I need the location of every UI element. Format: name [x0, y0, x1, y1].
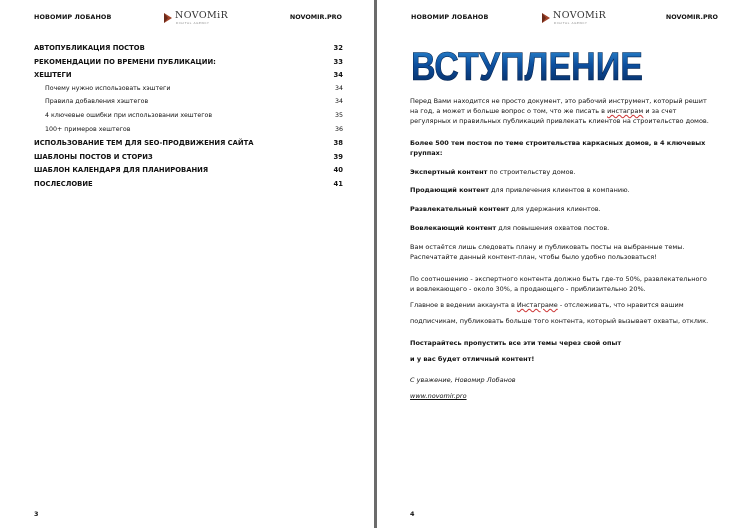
toc-page-number: 32: [333, 44, 343, 52]
group-name: Развлекательный контент: [410, 205, 510, 214]
toc-title: 100+ примеров хештегов: [45, 125, 131, 133]
toc-page-number: 40: [333, 166, 343, 175]
header-site[interactable]: NOVOMIR.PRO: [665, 13, 718, 21]
toc-row[interactable]: [34, 96, 343, 110]
toc-page-number: 38: [333, 139, 343, 148]
toc-page-number: 39: [333, 152, 343, 161]
logo-subtitle: DIGITAL AGENCY: [176, 21, 210, 25]
toc-page-number: 34: [334, 98, 343, 106]
ratio-text: и вовлекающего - около 30%, а продающего - приблизительно 20%.: [410, 284, 646, 293]
header-author: НОВОМИР ЛОБАНОВ: [34, 13, 112, 21]
toc-page-number: 33: [333, 57, 343, 66]
header-author: НОВОМИР ЛОБАНОВ: [411, 13, 489, 21]
intro-content: [410, 97, 722, 402]
toc-title: ШАБЛОН КАЛЕНДАРЯ ДЛЯ ПЛАНИРОВАНИЯ: [34, 166, 209, 175]
toc-title: Почему нужно использовать хэштеги: [45, 84, 171, 92]
toc-row[interactable]: [34, 83, 343, 97]
group-desc: для привлечения клиентов в компанию.: [488, 186, 630, 195]
toc-title: АВТОПУБЛИКАЦИЯ ПОСТОВ: [34, 44, 145, 52]
toc-page-number: 35: [334, 111, 343, 119]
group-name: Вовлекающий контент: [410, 224, 497, 233]
toc-title: Правила добавления хэштегов: [45, 98, 149, 106]
toc-title: ИСПОЛЬЗОВАНИЕ ТЕМ ДЛЯ SEO-ПРОДВИЖЕНИЯ САЙТА: [34, 139, 254, 148]
group-desc: по строительству домов.: [487, 167, 576, 176]
follow-text: Распечатайте данный контент-план, чтобы было удобно пользоваться!: [410, 253, 657, 262]
intro-line: регулярных и правильных публикаций привлекать клиентов на строительство домов.: [410, 116, 709, 125]
page-header: [377, 10, 750, 27]
toc-page-number: 34: [333, 71, 343, 80]
toc-title: 4 ключевые ошибки при использовании хештегов: [45, 111, 213, 119]
toc-page-number: 36: [334, 125, 343, 133]
groups-heading: группах:: [410, 148, 443, 157]
follow-text: Вам остаётся лишь следовать плану и публиковать посты на выбранные темы.: [410, 243, 685, 252]
page-number: 4: [410, 510, 415, 518]
toc-row[interactable]: [34, 164, 343, 178]
logo-subtitle: DIGITAL AGENCY: [554, 21, 588, 25]
instagram-word: Инстаграме: [516, 300, 558, 309]
logo-name: NOVOMiR: [553, 10, 607, 21]
toc-title: ХЕШТЕГИ: [34, 71, 72, 80]
ratio-text: По соотношению - экспертного контента должно быть где-то 50%, развлекательного: [410, 274, 707, 283]
intro-line: Перед Вами находится не просто документ, это рабочий инструмент, который решит: [410, 97, 707, 105]
group-item: [410, 168, 722, 178]
toc-row[interactable]: [34, 110, 343, 124]
table-of-contents: [34, 42, 343, 192]
brand-logo: [163, 10, 243, 28]
toc-row[interactable]: [34, 124, 343, 138]
toc-row[interactable]: [34, 69, 343, 83]
group-item: [410, 186, 722, 196]
website-link[interactable]: www.novomir.pro: [410, 392, 467, 401]
page-left: [0, 0, 374, 528]
cta-text: Постарайтесь пропустить все эти темы через свой опыт: [410, 338, 622, 347]
section-title-text: ВСТУПЛЕНИЕ: [411, 45, 643, 89]
group-desc: для удержания клиентов.: [509, 205, 601, 214]
page-number: 3: [34, 510, 39, 518]
logo-mark-icon: [163, 12, 173, 24]
instagram-word: инстаграм: [607, 106, 644, 115]
toc-row[interactable]: [34, 178, 343, 192]
group-name: Экспертный контент: [410, 167, 488, 176]
toc-page-number: 34: [334, 84, 343, 92]
toc-row[interactable]: [34, 56, 343, 70]
logo-name: NOVOMiR: [175, 10, 229, 21]
signature: С уважение, Новомир Лобанов: [410, 376, 516, 385]
cta-text: и у вас будет отличный контент!: [410, 354, 535, 363]
group-name: Продающий контент: [410, 186, 489, 195]
toc-title: ШАБЛОНЫ ПОСТОВ И СТОРИЗ: [34, 152, 153, 161]
toc-page-number: 41: [333, 179, 343, 188]
logo-mark-icon: [541, 12, 551, 24]
groups-heading: Более 500 тем постов по теме строительства каркасных домов, в 4 ключевых: [410, 138, 706, 147]
group-desc: для повышения охватов постов.: [496, 224, 610, 233]
group-item: [410, 224, 722, 234]
brand-logo: [541, 10, 621, 28]
toc-title: ПОСЛЕСЛОВИЕ: [34, 179, 93, 188]
main-text: Главное в ведении аккаунта в Инстаграме - отслеживать, что нравится вашим: [410, 300, 684, 309]
section-title: [409, 40, 649, 92]
group-item: [410, 205, 722, 215]
page-right: [377, 0, 750, 528]
toc-title: РЕКОМЕНДАЦИИ ПО ВРЕМЕНИ ПУБЛИКАЦИИ:: [34, 57, 216, 66]
main-text: подписчикам, публиковать больше того контента, который вызывает охваты, отклик.: [410, 316, 709, 325]
toc-row[interactable]: [34, 137, 343, 151]
toc-row[interactable]: [34, 42, 343, 56]
page-header: [0, 10, 374, 27]
intro-line: на год, а может и больше вопрос о том, что же писать в инстаграм и за счет: [410, 106, 677, 115]
header-site[interactable]: NOVOMIR.PRO: [289, 13, 342, 21]
toc-row[interactable]: [34, 151, 343, 165]
